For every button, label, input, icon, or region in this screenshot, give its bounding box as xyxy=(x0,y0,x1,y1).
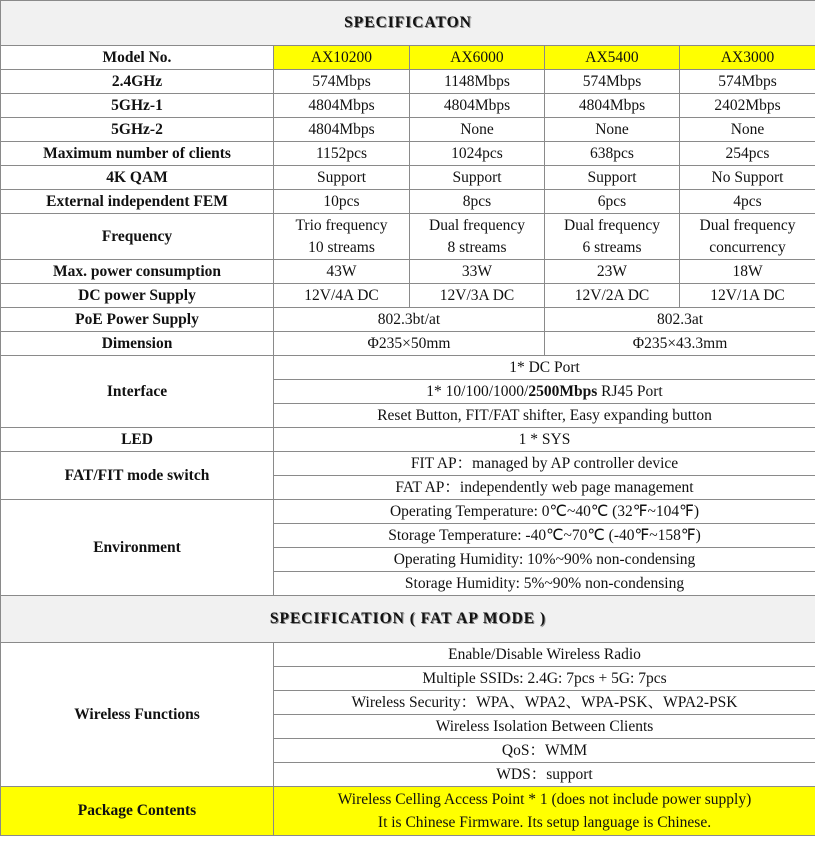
wireless-line: Wireless Security：WPA、WPA2、WPA-PSK、WPA2-PSK xyxy=(274,691,815,715)
spec-title: SPECIFICATON xyxy=(1,1,815,46)
frequency-line: Trio frequency xyxy=(295,216,388,234)
wireless-line: WDS：support xyxy=(274,763,815,787)
package-line: Wireless Celling Access Point * 1 (does not include power supply) xyxy=(337,791,752,808)
package-line: It is Chinese Firmware. Its setup language is Chinese. xyxy=(377,814,712,831)
max-power-label: Max. power consumption xyxy=(1,260,274,284)
frequency-value xyxy=(274,214,410,260)
ghz5-1-value: 4804Mbps xyxy=(545,94,680,118)
led-label: LED xyxy=(1,428,274,452)
ghz24-value: 574Mbps xyxy=(680,70,815,94)
frequency-line: 8 streams xyxy=(447,238,507,256)
wireless-line: Wireless Isolation Between Clients xyxy=(274,715,815,739)
environment-line: Storage Humidity: 5%~90% non-condensing xyxy=(274,572,815,596)
dc-power-label: DC power Supply xyxy=(1,284,274,308)
model-label: Model No. xyxy=(1,46,274,70)
ghz5-2-label: 5GHz-2 xyxy=(1,118,274,142)
max-clients-label: Maximum number of clients xyxy=(1,142,274,166)
frequency-value xyxy=(680,214,815,260)
environment-label: Environment xyxy=(1,500,274,596)
model-ax3000: AX3000 xyxy=(680,46,815,70)
ghz5-2-value: None xyxy=(410,118,545,142)
dc-power-value: 12V/3A DC xyxy=(410,284,545,308)
interface-text: 1* 10/100/1000/ xyxy=(426,382,529,400)
fem-value: 10pcs xyxy=(274,190,410,214)
poe-power-label: PoE Power Supply xyxy=(1,308,274,332)
max-clients-value: 638pcs xyxy=(545,142,680,166)
model-ax5400: AX5400 xyxy=(545,46,680,70)
dimension-value: Φ235×50mm xyxy=(274,332,545,356)
qam-label: 4K QAM xyxy=(1,166,274,190)
fem-label: External independent FEM xyxy=(1,190,274,214)
frequency-label: Frequency xyxy=(1,214,274,260)
qam-value: Support xyxy=(410,166,545,190)
ghz5-2-value: None xyxy=(680,118,815,142)
ghz24-value: 574Mbps xyxy=(274,70,410,94)
environment-line: Operating Temperature: 0℃~40℃ (32℉~104℉) xyxy=(274,500,815,524)
ghz5-2-value: None xyxy=(545,118,680,142)
qam-value: No Support xyxy=(680,166,815,190)
interface-line: 1* DC Port xyxy=(274,356,815,380)
package-value xyxy=(274,787,815,836)
max-clients-value: 1152pcs xyxy=(274,142,410,166)
frequency-line: Dual frequency xyxy=(429,216,525,234)
ghz24-value: 574Mbps xyxy=(545,70,680,94)
model-ax6000: AX6000 xyxy=(410,46,545,70)
wireless-label: Wireless Functions xyxy=(1,643,274,787)
wireless-line: QoS：WMM xyxy=(274,739,815,763)
interface-speed: 2500Mbps xyxy=(528,382,598,400)
dc-power-value: 12V/1A DC xyxy=(680,284,815,308)
wireless-line: Enable/Disable Wireless Radio xyxy=(274,643,815,667)
max-power-value: 23W xyxy=(545,260,680,284)
dc-power-value: 12V/4A DC xyxy=(274,284,410,308)
package-label: Package Contents xyxy=(1,787,274,836)
interface-line xyxy=(274,380,815,404)
ghz24-value: 1148Mbps xyxy=(410,70,545,94)
model-ax10200: AX10200 xyxy=(274,46,410,70)
frequency-line: concurrency xyxy=(709,238,786,256)
fem-value: 8pcs xyxy=(410,190,545,214)
environment-line: Operating Humidity: 10%~90% non-condensing xyxy=(274,548,815,572)
ghz24-label: 2.4GHz xyxy=(1,70,274,94)
fem-value: 6pcs xyxy=(545,190,680,214)
interface-text: RJ45 Port xyxy=(597,382,663,400)
frequency-value xyxy=(545,214,680,260)
frequency-line: 6 streams xyxy=(582,238,642,256)
ghz5-1-value: 4804Mbps xyxy=(274,94,410,118)
led-value: 1 * SYS xyxy=(274,428,815,452)
poe-power-value: 802.3bt/at xyxy=(274,308,545,332)
fem-value: 4pcs xyxy=(680,190,815,214)
interface-line: Reset Button, FIT/FAT shifter, Easy expanding button xyxy=(274,404,815,428)
fatfit-line: FAT AP：independently web page management xyxy=(274,476,815,500)
frequency-line: 10 streams xyxy=(308,238,375,256)
interface-label: Interface xyxy=(1,356,274,428)
frequency-value xyxy=(410,214,545,260)
frequency-line: Dual frequency xyxy=(564,216,660,234)
poe-power-value: 802.3at xyxy=(545,308,815,332)
ghz5-2-value: 4804Mbps xyxy=(274,118,410,142)
environment-line: Storage Temperature: -40℃~70℃ (-40℉~158℉) xyxy=(274,524,815,548)
qam-value: Support xyxy=(274,166,410,190)
max-power-value: 33W xyxy=(410,260,545,284)
fatfit-label: FAT/FIT mode switch xyxy=(1,452,274,500)
wireless-line: Multiple SSIDs: 2.4G: 7pcs + 5G: 7pcs xyxy=(274,667,815,691)
dimension-value: Φ235×43.3mm xyxy=(545,332,815,356)
frequency-line: Dual frequency xyxy=(699,216,796,234)
qam-value: Support xyxy=(545,166,680,190)
max-power-value: 43W xyxy=(274,260,410,284)
ghz5-1-value: 4804Mbps xyxy=(410,94,545,118)
max-power-value: 18W xyxy=(680,260,815,284)
ghz5-1-label: 5GHz-1 xyxy=(1,94,274,118)
dimension-label: Dimension xyxy=(1,332,274,356)
max-clients-value: 254pcs xyxy=(680,142,815,166)
fatfit-line: FIT AP：managed by AP controller device xyxy=(274,452,815,476)
ghz5-1-value: 2402Mbps xyxy=(680,94,815,118)
dc-power-value: 12V/2A DC xyxy=(545,284,680,308)
max-clients-value: 1024pcs xyxy=(410,142,545,166)
fat-ap-title: SPECIFICATION ( FAT AP MODE ) xyxy=(1,596,815,643)
